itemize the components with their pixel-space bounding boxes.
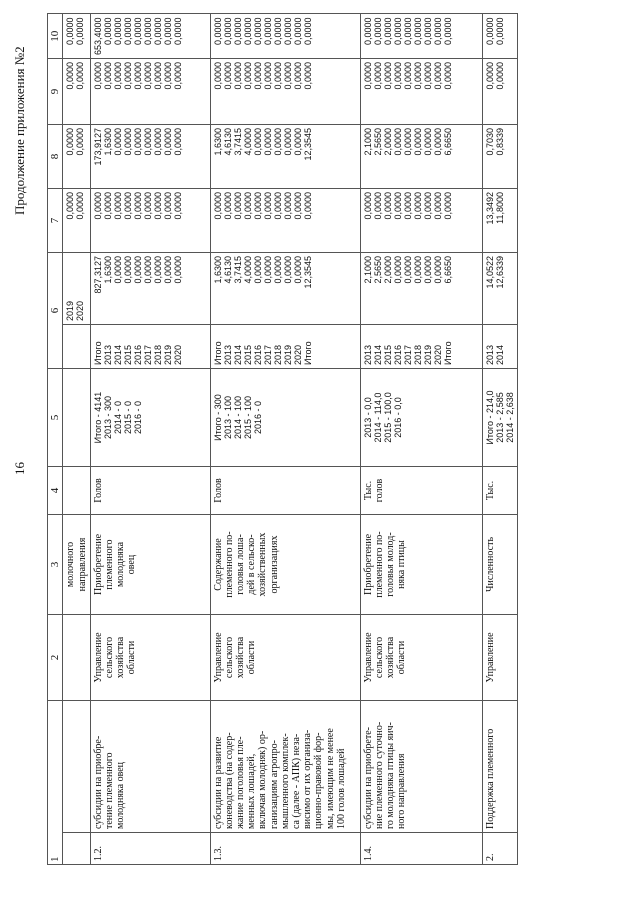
value-cell-7: 0,0000 0,0000 [63,125,90,189]
row-name: Поддержка племенного [482,701,517,833]
value-cell-7: 0,0000 0,0000 0,0000 0,0000 0,0000 0,0000 0,0000 0,0000 0,0000 [360,189,482,253]
unit-cell: Тыс. [482,467,517,515]
executor-cell: Управление сельского хозяйства области [360,615,482,701]
col-header-2: 2 [48,615,63,701]
value-cell-6: 1,6300 4,6130 3,7415 4,0000 0,0000 0,0000 0,0000 0,0000 0,0000 12,3545 [210,253,360,325]
col-header-6: 6 [48,253,63,369]
value-cell-10: 0,0000 0,0000 [482,14,517,59]
row-number: 1.3. [210,833,360,865]
value-cell-6: 0,0000 0,0000 [63,189,90,253]
years-cell: 2019 2020 [63,253,90,325]
measure-cell: Содержание племенного по- головья лоша- дей в сельско- хозяйственных организациях [210,515,360,615]
value-cell-7: 13,3492 11,8000 [482,189,517,253]
col-header-8: 8 [48,125,63,189]
targets-cell: Итого - 4141 2013 - 300 2014 - 0 2015 - 0 2016 - 0 [90,369,210,467]
value-cell-6: 14,0522 12,6339 [482,253,517,325]
executor-cell: Управление сельского хозяйства области [90,615,210,701]
years-cell: 2013 2014 [482,325,517,369]
value-cell-8: 0,0000 0,0000 [63,59,90,125]
program-measures-table [47,13,518,865]
years-cell: Итого 2013 2014 2015 2016 2017 2018 2019 2020 Итого [210,325,360,369]
years-cell: 2013 2014 2015 2016 2017 2018 2019 2020 Итого [360,325,482,369]
row-name: субсидии на развитие коневодства (на содер- жание поголовья пле- менных лошадей, включая молодняк) ор- ганизациям агропро- мышленного комплек- са (далее - АПК) неза- висимо от их организа- ционно-правовой фор- мы, имеющим не менее 100 голов лошадей [210,701,360,833]
row-number: 1.2. [90,833,210,865]
table-row [210,14,360,865]
col-header-1: 1 [48,701,63,865]
value-cell-9: 0,0000 0,0000 0,0000 0,0000 0,0000 0,0000 0,0000 0,0000 0,0000 [360,59,482,125]
col-header-9: 9 [48,59,63,125]
measure-cell: Приобретение племенного по- головья молод- няка птицы [360,515,482,615]
row-name: субсидии на приобрете- ние племенного суточно- го молодняка птицы яич- ного направления [360,701,482,833]
unit-cell: Голов [210,467,360,515]
row-number: 1.4. [360,833,482,865]
col-header-7: 7 [48,189,63,253]
value-cell-6: 2,1000 2,5650 2,0000 0,0000 0,0000 0,0000 0,0000 0,0000 6,6650 [360,253,482,325]
measure-cell: Численность [482,515,517,615]
targets-cell: 2013 - 0,0 2014 - 114,0 2015 - 100,0 2016 - 0,0 [360,369,482,467]
value-cell-8: 0,7030 0,8339 [482,125,517,189]
table-row-continued [63,14,90,865]
targets-cell: Итого - 300 2013 - 100 2014 - 100 2015 - 100 2016 - 0 [210,369,360,467]
value-cell-9: 0,0000 0,0000 0,0000 0,0000 0,0000 0,0000 0,0000 0,0000 0,0000 0,0000 [210,59,360,125]
value-cell-7: 0,0000 0,0000 0,0000 0,0000 0,0000 0,0000 0,0000 0,0000 0,0000 0,0000 [210,189,360,253]
col-header-5: 5 [48,369,63,467]
years-cell: Итого 2013 2014 2015 2016 2017 2018 2019 2020 [90,325,210,369]
table-row [90,14,210,865]
value-cell-6: 827,3127 1,6300 0,0000 0,0000 0,0000 0,0000 0,0000 0,0000 0,0000 [90,253,210,325]
value-cell-7: 0,0000 0,0000 0,0000 0,0000 0,0000 0,0000 0,0000 0,0000 0,0000 [90,189,210,253]
table-row [482,14,517,865]
value-cell-10: 0,0000 0,0000 0,0000 0,0000 0,0000 0,0000 0,0000 0,0000 0,0000 0,0000 [210,14,360,59]
value-cell-9: 0,0000 0,0000 [482,59,517,125]
row-number: 2. [482,833,517,865]
col-header-3: 3 [48,515,63,615]
value-cell-10: 653,4000 0,0000 0,0000 0,0000 0,0000 0,0000 0,0000 0,0000 0,0000 [90,14,210,59]
unit-cell: Голов [90,467,210,515]
value-cell-9: 0,0000 0,0000 [63,14,90,59]
unit-cell: Тыс. голов [360,467,482,515]
value-cell-8: 173,9127 1,6300 0,0000 0,0000 0,0000 0,0000 0,0000 0,0000 0,0000 [90,125,210,189]
measure-cell: Приобретение племенного молодняка овец [90,515,210,615]
row-name: субсидии на приобре- тение племенного молодняка овец [90,701,210,833]
executor-cell: Управление сельского хозяйства области [210,615,360,701]
value-cell-9: 0,0000 0,0000 0,0000 0,0000 0,0000 0,0000 0,0000 0,0000 0,0000 [90,59,210,125]
col-header-10: 10 [48,14,63,59]
targets-cell: Итого - 214,0 2013 - 2,585 2014 - 2,638 [482,369,517,467]
column-number-row [48,14,63,865]
appendix-continuation-note: Продолжение приложения №2 [12,46,27,215]
value-cell-8: 1,6300 4,6130 3,7415 4,0000 0,0000 0,0000 0,0000 0,0000 0,0000 12,3545 [210,125,360,189]
value-cell-8: 2,1000 2,5650 2,0000 0,0000 0,0000 0,0000 0,0000 0,0000 6,6650 [360,125,482,189]
measure-cell: молочного направления [63,515,90,615]
executor-cell: Управление [482,615,517,701]
value-cell-10: 0,0000 0,0000 0,0000 0,0000 0,0000 0,0000 0,0000 0,0000 0,0000 [360,14,482,59]
col-header-4: 4 [48,467,63,515]
table-row [360,14,482,865]
page-number: 16 [12,462,27,475]
